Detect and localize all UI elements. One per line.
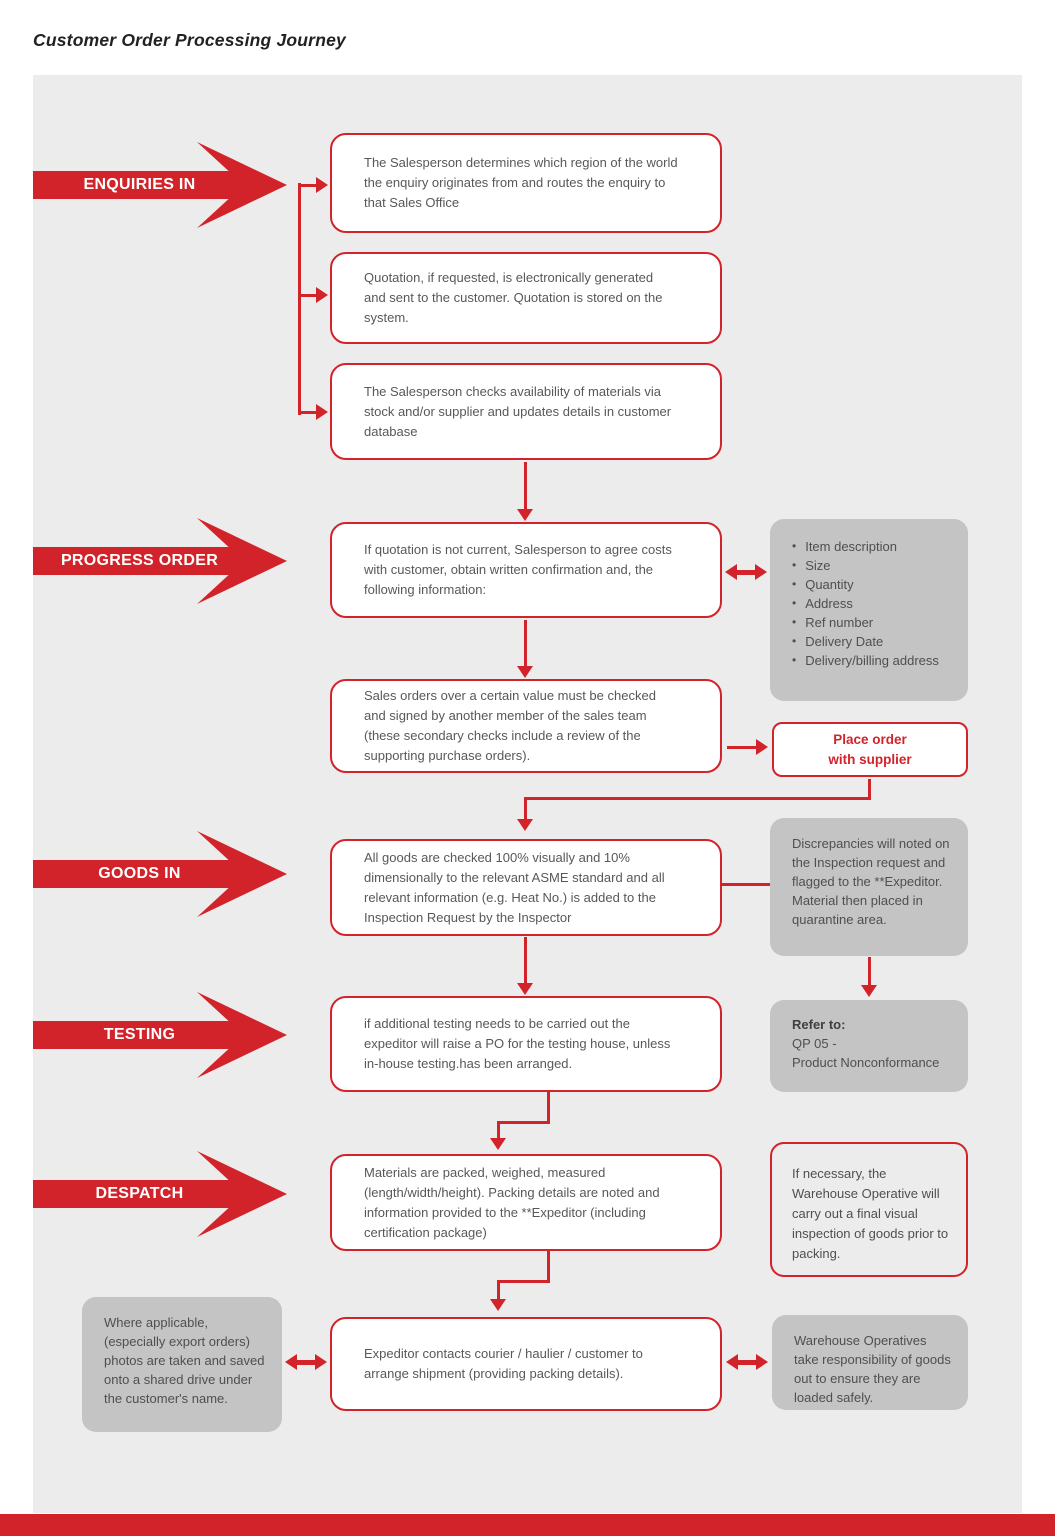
supplier-box-line1: Place order: [833, 731, 907, 747]
note-text: Warehouse Operatives take responsibility of goods out to ensure they are loaded safely.: [794, 1333, 951, 1405]
arrowhead-right-icon: [316, 177, 328, 193]
note-discrepancies: [770, 818, 968, 956]
process-box-testing: [330, 996, 722, 1092]
process-text: Expeditor contacts courier / haulier / customer to arrange shipment (providing packing details).: [364, 1346, 643, 1381]
process-text: Sales orders over a certain value must be checked and signed by another member of the sales team (these secondary checks include a review of the supporting purchase orders).: [364, 688, 656, 763]
process-text: if additional testing needs to be carried out the expeditor will raise a PO for the testing house, unless in-house testing.has been arranged.: [364, 1016, 671, 1071]
stage-despatch: [33, 1151, 287, 1237]
flow-line: [524, 797, 871, 800]
flow-line: [524, 620, 527, 668]
flow-line: [547, 1092, 550, 1124]
flow-line: [524, 797, 527, 821]
list-item: • Address: [792, 596, 853, 611]
process-box-quotation: [330, 252, 722, 344]
note-final-inspection: [770, 1142, 968, 1277]
flow-line: [298, 183, 301, 415]
bullet-icon: •: [792, 634, 797, 648]
page-title: Customer Order Processing Journey: [33, 30, 346, 50]
list-item: • Delivery Date: [792, 634, 884, 649]
process-text: Materials are packed, weighed, measured (length/width/height). Packing details are noted and information provided to the **Expeditor (including certification package): [364, 1164, 660, 1240]
process-box-packing: [330, 1154, 722, 1251]
note-photos: [82, 1297, 282, 1432]
arrowhead-down-icon: [517, 666, 533, 678]
stage-testing: [33, 992, 287, 1078]
arrowhead-down-icon: [861, 985, 877, 997]
arrowhead-down-icon: [517, 983, 533, 995]
stage-bar: [33, 171, 246, 199]
place-order-with-supplier-box: [772, 722, 968, 777]
process-box-secondary-checks: [330, 679, 722, 773]
flow-line: [868, 957, 871, 987]
flow-line: [497, 1280, 550, 1283]
process-box-confirm-costs: [330, 522, 722, 618]
supplier-box-line2: with supplier: [828, 751, 912, 767]
arrowhead-right-icon: [316, 404, 328, 420]
flow-line: [524, 462, 527, 510]
list-item: • Item description: [792, 539, 897, 554]
bidirectional-arrow-icon: [726, 1350, 768, 1374]
process-text: The Salesperson determines which region of the world the enquiry originates from and routes the enquiry to that Sales Office: [364, 155, 678, 210]
arrowhead-right-icon: [316, 287, 328, 303]
arrowhead-right-icon: [756, 739, 768, 755]
process-box-availability: [330, 363, 722, 460]
arrowhead-down-icon: [517, 819, 533, 831]
process-box-region-routing: [330, 133, 722, 233]
stage-bar: [33, 547, 246, 575]
stage-label: ENQUIRIES IN: [83, 176, 196, 193]
note-text: If necessary, the Warehouse Operative will carry out a final visual inspection of goods prior to packing.: [792, 1166, 949, 1261]
refer-line2: Product Nonconformance: [792, 1055, 940, 1070]
refer-line1: QP 05 -: [792, 1036, 837, 1051]
list-item: • Ref number: [792, 615, 874, 630]
list-item: • Size: [792, 558, 831, 573]
list-item: • Quantity: [792, 577, 854, 592]
order-information-list: [792, 537, 952, 670]
process-text: The Salesperson checks availability of materials via stock and/or supplier and updates details in customer database: [364, 383, 672, 439]
list-item: • Delivery/billing address: [792, 653, 939, 668]
flow-line: [524, 937, 527, 985]
stage-label: PROGRESS ORDER: [60, 552, 219, 569]
process-box-goods-inspection: [330, 839, 722, 936]
process-box-shipment: [330, 1317, 722, 1411]
stage-enquiries-in: [33, 142, 287, 228]
arrowhead-down-icon: [490, 1138, 506, 1150]
flow-line: [497, 1121, 550, 1124]
bullet-icon: •: [792, 615, 797, 629]
stage-bar: [33, 860, 246, 888]
flow-line: [547, 1251, 550, 1283]
bullet-icon: •: [792, 558, 797, 572]
bullet-icon: •: [792, 539, 797, 553]
stage-bar: [33, 1021, 246, 1049]
stage-progress-order: [33, 518, 287, 604]
footer-accent-bar: [0, 1514, 1055, 1536]
process-text: Quotation, if requested, is electronically generated and sent to the customer. Quotation is stored on the system.: [364, 270, 663, 325]
note-order-information: [770, 519, 968, 701]
stage-label: DESPATCH: [95, 1185, 184, 1202]
arrowhead-down-icon: [490, 1299, 506, 1311]
flow-line: [722, 883, 770, 886]
refer-heading: Refer to:: [792, 1017, 846, 1032]
bidirectional-arrow-icon: [285, 1350, 327, 1374]
bullet-icon: •: [792, 596, 797, 610]
bullet-icon: •: [792, 577, 797, 591]
stage-label: GOODS IN: [98, 865, 181, 882]
stage-label: TESTING: [103, 1026, 176, 1043]
stage-goods-in: [33, 831, 287, 917]
flow-line: [497, 1280, 500, 1301]
note-text: Discrepancies will noted on the Inspection request and flagged to the **Expeditor. Material then placed in quarantine area.: [792, 836, 950, 927]
bidirectional-arrow-icon: [725, 560, 767, 584]
stage-bar: [33, 1180, 246, 1208]
process-text: If quotation is not current, Salesperson to agree costs with customer, obtain written confirmation and, the following information:: [364, 542, 672, 597]
note-loading: [772, 1315, 968, 1410]
note-text: Where applicable, (especially export orders) photos are taken and saved onto a shared drive under the customer's name.: [104, 1315, 265, 1406]
bullet-icon: •: [792, 653, 797, 667]
flow-line: [727, 746, 757, 749]
process-text: All goods are checked 100% visually and 10% dimensionally to the relevant ASME standard and all relevant information (e.g. Heat No.) is added to the Inspection Request by the Inspector: [364, 849, 665, 925]
note-refer-to: [770, 1000, 968, 1092]
arrowhead-down-icon: [517, 509, 533, 521]
